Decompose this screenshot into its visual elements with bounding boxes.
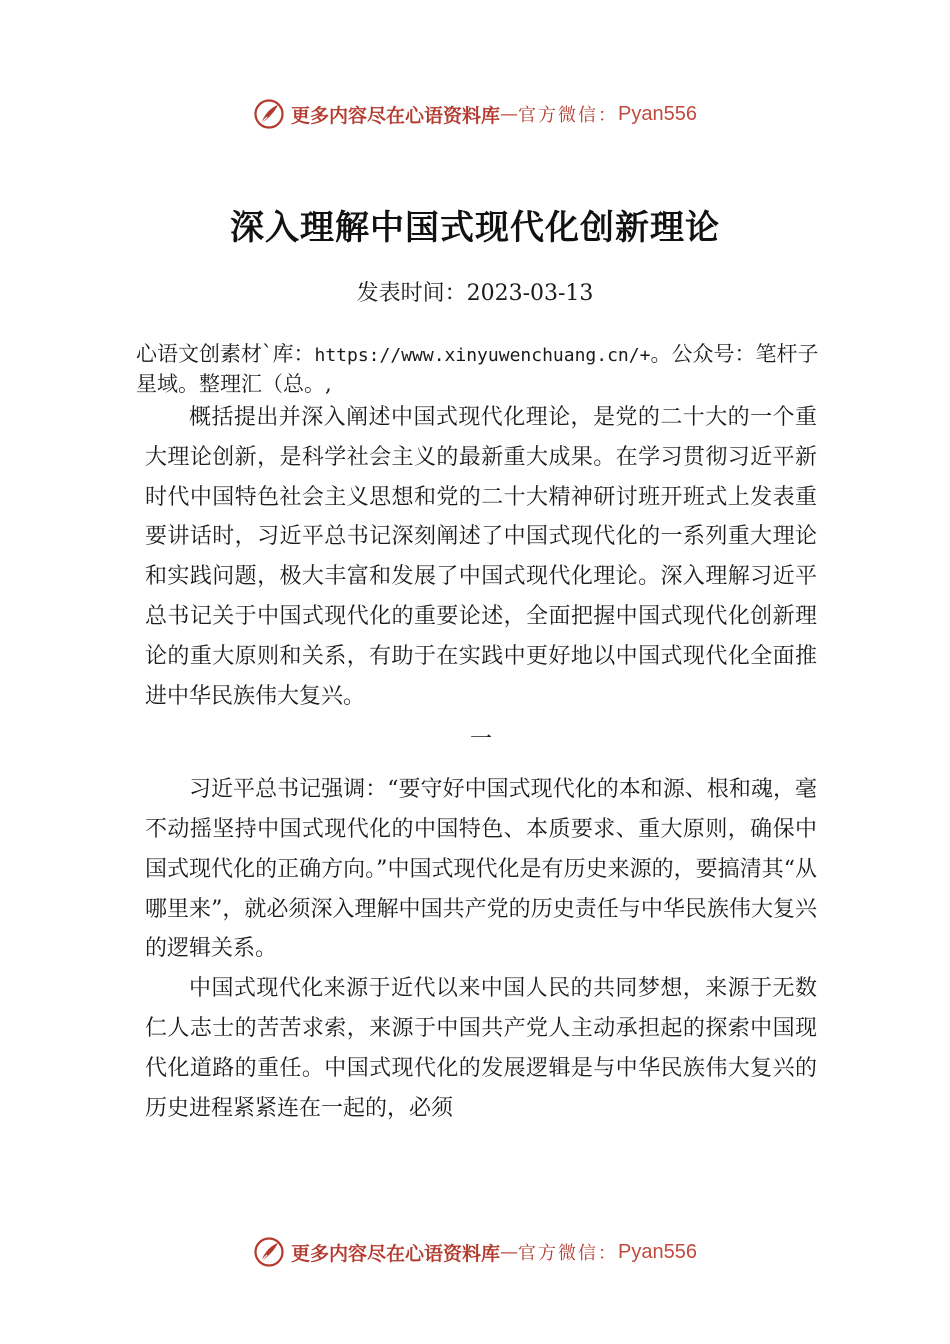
banner-wechat-id: Pyan556 <box>618 1240 697 1263</box>
banner-text: 更多内容尽在心语资料库 <box>291 1242 501 1265</box>
source-line <box>136 340 836 399</box>
feather-pen-icon <box>253 1236 285 1268</box>
source-prefix: 心语文创素材`库： <box>136 342 315 366</box>
section-number: 一 <box>469 727 492 753</box>
publish-date-value: 2023-03-13 <box>466 281 594 306</box>
banner-text: 更多内容尽在心语资料库 <box>291 104 501 127</box>
banner-wechat-label: 官方微信： <box>518 105 619 126</box>
source-url: https://www.xinyuwenchuang.cn/+ <box>314 345 651 366</box>
bottom-banner <box>0 1232 950 1272</box>
banner-wechat-label: 官方微信： <box>518 1243 619 1264</box>
article-title: 深入理解中国式现代化创新理论 <box>230 208 720 248</box>
banner-wechat-id: Pyan556 <box>618 102 697 125</box>
source-suffix: 。公众号：笔杆子星域。整理汇（总。, <box>136 342 819 396</box>
publish-date-label: 发表时间： <box>356 281 467 306</box>
paragraph: 习近平总书记强调：“要守好中国式现代化的本和源、根和魂，毫不动摇坚持中国式现代化的中国特色、本质要求、重大原则，确保中国式现代化的正确方向。”中国式现代化是有历史来源的，要搞清其“从哪里来”，就必须深入理解中国共产党的历史责任与中华民族伟大复兴的逻辑关系。 <box>145 777 817 962</box>
publish-date <box>0 276 950 307</box>
article-body <box>145 398 817 1128</box>
top-banner <box>0 94 950 134</box>
banner-dash: — <box>500 103 519 125</box>
paragraph: 中国式现代化来源于近代以来中国人民的共同梦想，来源于无数仁人志士的苦苦求索，来源于中国共产党人主动承担起的探索中国现代化道路的重任。中国式现代化的发展逻辑是与中华民族伟大复兴的历史进程紧紧连在一起的，必须 <box>145 976 817 1121</box>
paragraph: 概括提出并深入阐述中国式现代化理论，是党的二十大的一个重大理论创新，是科学社会主义的最新重大成果。在学习贯彻习近平新时代中国特色社会主义思想和党的二十大精神研讨班开班式上发表重要讲话时，习近平总书记深刻阐述了中国式现代化的一系列重大理论和实践问题，极大丰富和发展了中国式现代化理论。深入理解习近平总书记关于中国式现代化的重要论述，全面把握中国式现代化创新理论的重大原则和关系，有助于在实践中更好地以中国式现代化全面推进中华民族伟大复兴。 <box>145 405 817 709</box>
banner-dash: — <box>500 1241 519 1263</box>
feather-pen-icon <box>253 98 285 130</box>
